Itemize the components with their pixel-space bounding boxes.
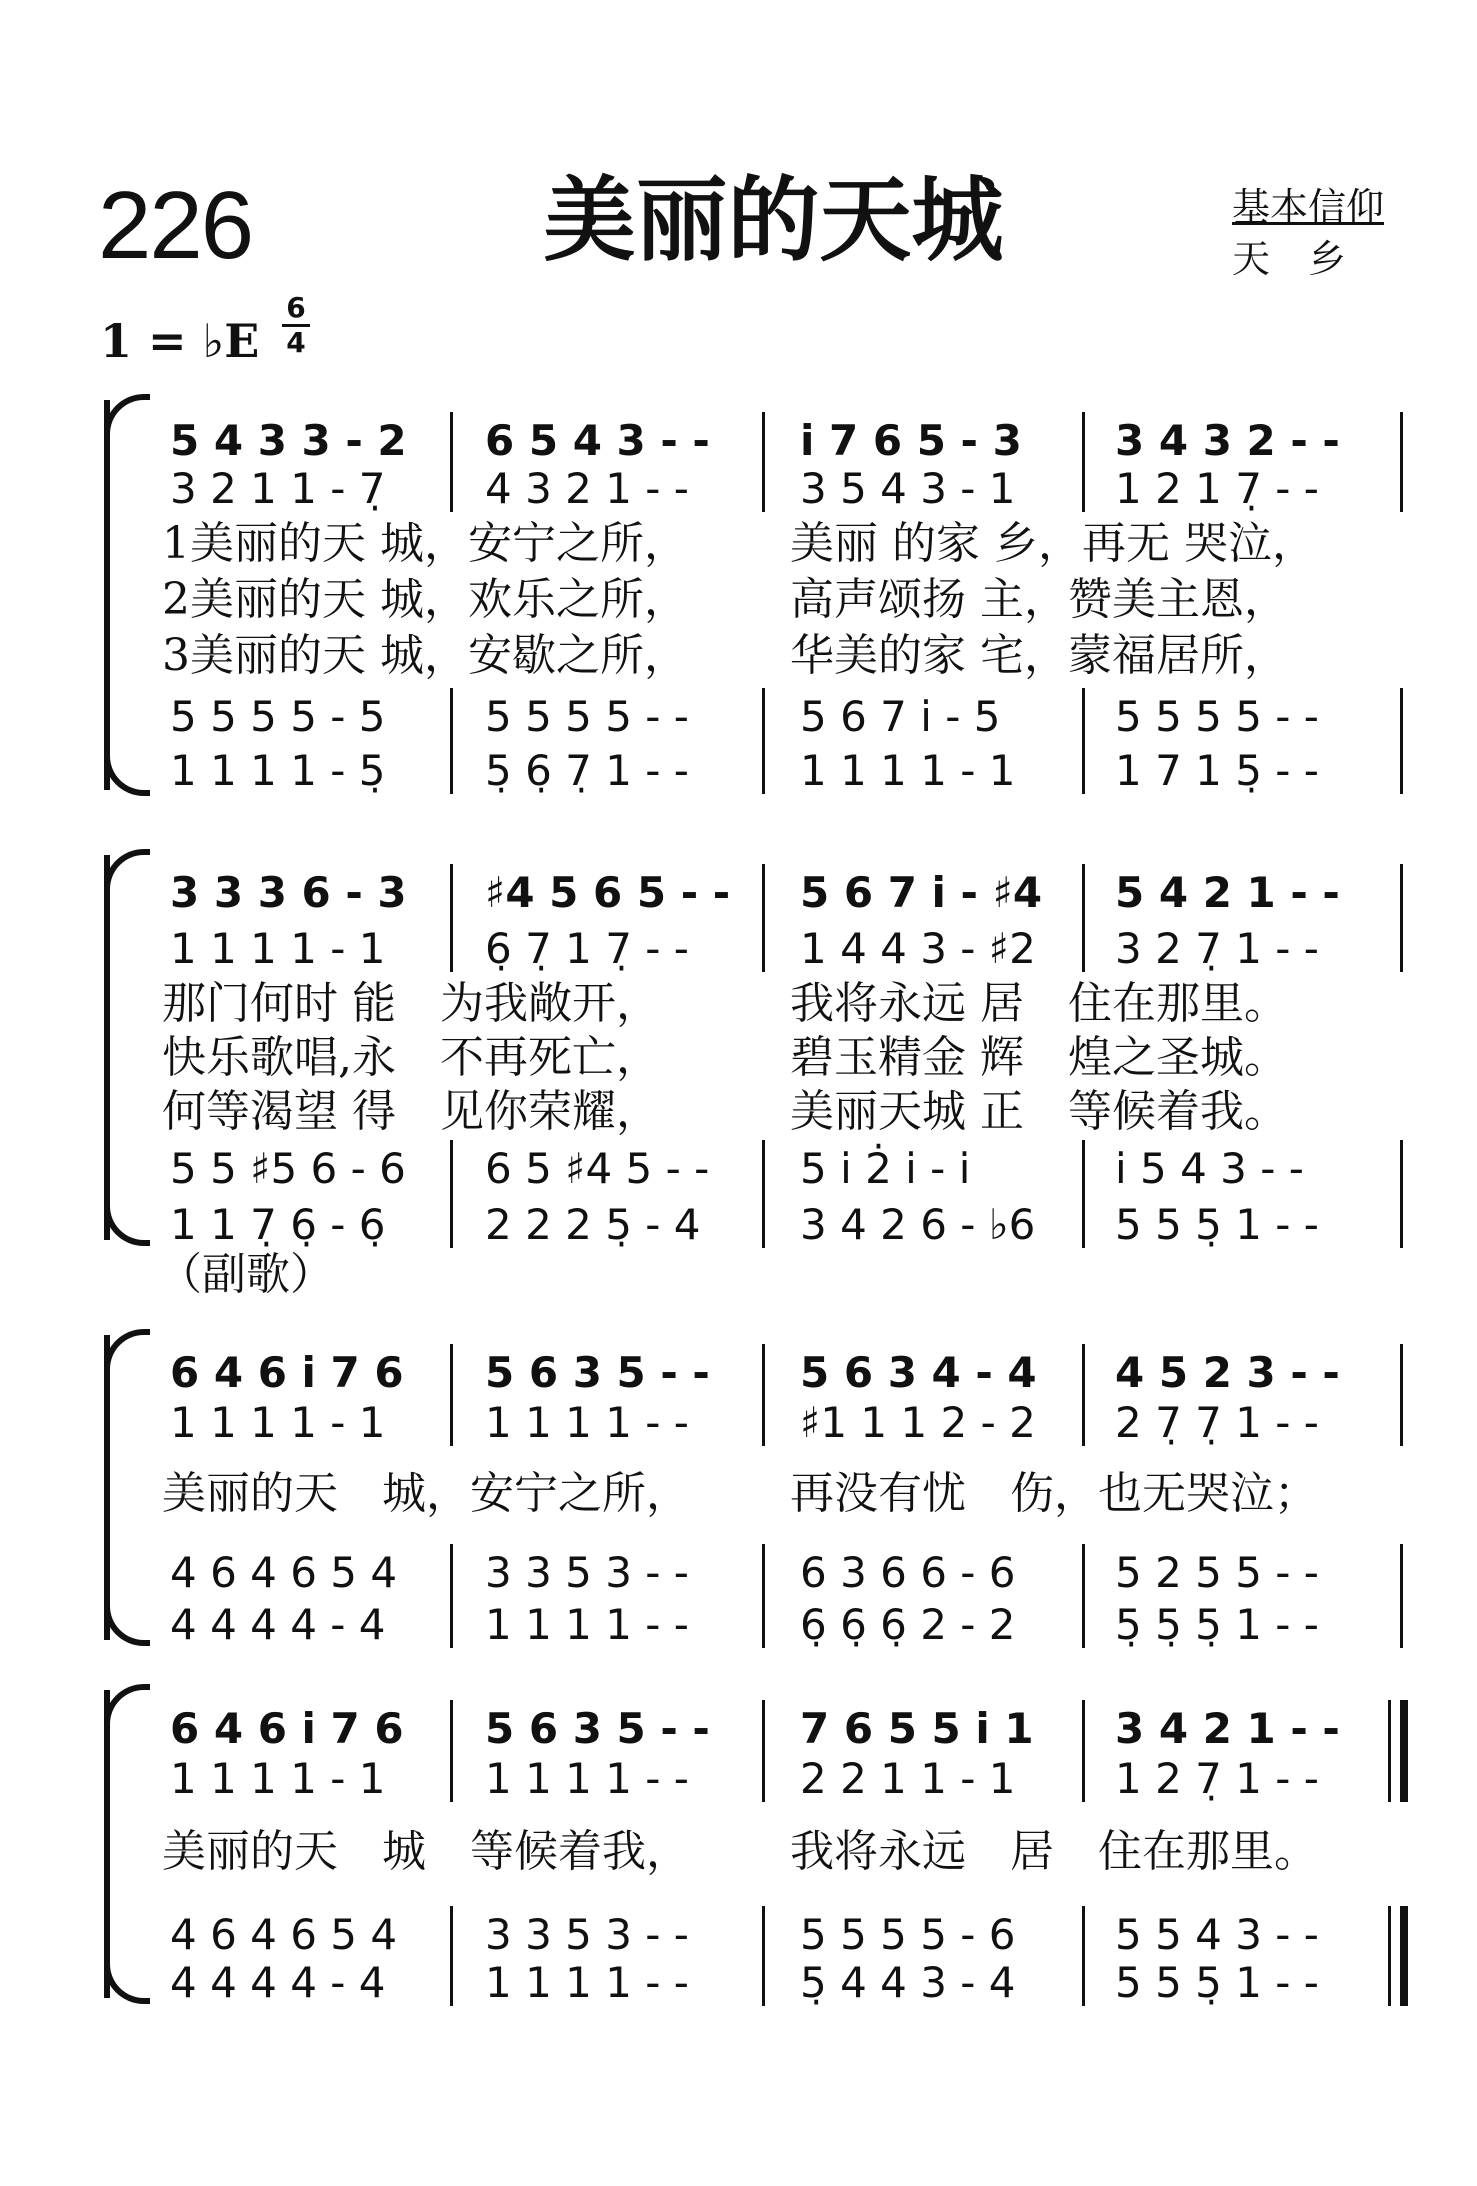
alto-measure: ♯1 1 1 2 - 2	[800, 1398, 1036, 1447]
soprano-measure: 6 5 4 3 - -	[485, 416, 710, 465]
bass-measure: 6̣ 6̣ 6̣ 2 - 2	[800, 1600, 1016, 1649]
bar-line	[450, 1906, 453, 2006]
lyric-line: 再没有忧 伤，也无哭泣；	[790, 1468, 1318, 1519]
bar-line	[450, 1700, 453, 1802]
lyric-line: 3美丽的天 城，安歇之所，	[162, 630, 688, 681]
brace-bar	[104, 400, 110, 790]
tenor-measure: 5 6 7 i̇ - 5	[800, 692, 1001, 741]
alto-measure: 1 4 4 3 - ♯2	[800, 924, 1036, 973]
bar-line	[1082, 412, 1085, 512]
tenor-measure: 5 5 ♯5 6 - 6	[170, 1144, 406, 1193]
lyric-line: 碧玉精金 辉 煌之圣城。	[790, 1032, 1288, 1083]
lyric-line: 我将永远 居 住在那里。	[790, 1826, 1318, 1877]
brace-curl-top	[104, 394, 150, 440]
bar-line	[1400, 1700, 1408, 1802]
soprano-measure: 5 6 3 5 - -	[485, 1704, 710, 1753]
soprano-measure: 6 4 6 i̇ 7 6	[170, 1348, 404, 1397]
bar-line	[1388, 1906, 1391, 2006]
tenor-measure: 6 5 ♯4 5 - -	[485, 1144, 710, 1193]
brace-bar	[104, 855, 110, 1240]
bar-line	[1388, 1700, 1391, 1802]
soprano-measure: 4 5 2 3 - -	[1115, 1348, 1340, 1397]
brace-bar	[104, 1335, 110, 1640]
alto-measure: 2 7̣ 7̣ 1 - -	[1115, 1398, 1319, 1447]
tenor-measure: 5 5 5 5 - 6	[800, 1910, 1016, 1959]
bass-measure: 3 4 2 6 - ♭6	[800, 1200, 1036, 1249]
tenor-measure: 3 3 5 3 - -	[485, 1910, 689, 1959]
alto-measure: 1 1 1 1 - 1	[170, 924, 386, 973]
lyric-line: 高声颂扬 主，赞美主恩，	[790, 574, 1288, 625]
soprano-measure: 3 4 3 2 - -	[1115, 416, 1340, 465]
alto-measure: 1 1 1 1 - 1	[170, 1754, 386, 1803]
soprano-measure: 3 4 2 1 - -	[1115, 1704, 1340, 1753]
hymn-title: 美丽的天城	[543, 166, 1004, 274]
lyric-line: 美丽的天 城 等候着我，	[162, 1826, 690, 1877]
bar-line	[1082, 864, 1085, 972]
alto-measure: 3 5 4 3 - 1	[800, 464, 1016, 513]
key-signature: 1 = ♭E	[100, 314, 260, 368]
alto-measure: 4 3 2 1 - -	[485, 464, 689, 513]
bar-line	[1400, 1906, 1408, 2006]
bar-line	[762, 412, 765, 512]
soprano-measure: 5 6 7 i̇ - ♯4	[800, 868, 1043, 917]
bass-measure: 5 5 5̣ 1 - -	[1115, 1200, 1319, 1249]
bass-measure: 5 5 5̣ 1 - -	[1115, 1958, 1319, 2007]
lyric-line: 美丽天城 正 等候着我。	[790, 1086, 1288, 1137]
lyric-line: 何等渴望 得 见你荣耀，	[162, 1086, 660, 1137]
tenor-measure: 3 3 5 3 - -	[485, 1548, 689, 1597]
alto-measure: 1 1 1 1 - -	[485, 1398, 689, 1447]
bar-line	[1082, 688, 1085, 794]
tenor-measure: 5 5 4 3 - -	[1115, 1910, 1319, 1959]
lyric-line: 美丽的天 城，安宁之所，	[162, 1468, 690, 1519]
soprano-measure: 5 4 2 1 - -	[1115, 868, 1340, 917]
soprano-measure: 5 4 3 3 - 2	[170, 416, 407, 465]
bass-measure: 5̣ 6̣ 7̣ 1 - -	[485, 746, 689, 795]
bar-line	[450, 412, 453, 512]
bar-line	[762, 1344, 765, 1446]
brace-curl-bottom	[104, 1200, 150, 1246]
bass-measure: 5̣ 5̣ 5̣ 1 - -	[1115, 1600, 1319, 1649]
tenor-measure: 5 i̇ 2̇ i̇ - i̇	[800, 1144, 971, 1193]
bass-measure: 4 4 4 4 - 4	[170, 1958, 386, 2007]
bass-measure: 1 7 1 5̣ - -	[1115, 746, 1319, 795]
bar-line	[1082, 1344, 1085, 1446]
bar-line	[762, 1544, 765, 1648]
tenor-measure: 5 5 5 5 - 5	[170, 692, 386, 741]
bar-line	[1082, 1906, 1085, 2006]
bar-line	[762, 688, 765, 794]
bar-line	[1400, 1140, 1403, 1248]
lyric-line: 美丽 的家 乡，再无 哭泣，	[790, 518, 1316, 569]
time-signature-bottom: 4	[286, 326, 306, 359]
alto-measure: 3 2 1 1 - 7̣	[170, 464, 386, 513]
bar-line	[1400, 1544, 1403, 1648]
bar-line	[1082, 1544, 1085, 1648]
tenor-measure: 4 6 4 6 5 4	[170, 1910, 398, 1959]
bass-measure: 2 2 2 5̣ - 4	[485, 1200, 701, 1249]
soprano-measure: 3 3 3 6 - 3	[170, 868, 407, 917]
time-signature-top: 6	[286, 291, 306, 324]
alto-measure: 1 1 1 1 - 1	[170, 1398, 386, 1447]
bar-line	[1400, 688, 1403, 794]
bass-measure: 1 1 1 1 - 5̣	[170, 746, 386, 795]
tenor-measure: 5 2 5 5 - -	[1115, 1548, 1319, 1597]
lyric-line: 华美的家 宅，蒙福居所，	[790, 630, 1288, 681]
category-label: 基本信仰	[1232, 185, 1385, 229]
alto-measure: 1 2 1 7̣ - -	[1115, 464, 1319, 513]
brace-curl-top	[104, 1684, 150, 1730]
time-signature	[282, 291, 310, 359]
alto-measure: 3 2 7̣ 1 - -	[1115, 924, 1319, 973]
bar-line	[762, 1700, 765, 1802]
bar-line	[450, 1140, 453, 1248]
lyric-line: 我将永远 居 住在那里。	[790, 978, 1288, 1029]
bass-measure: 1 1 1 1 - -	[485, 1600, 689, 1649]
alto-measure: 1 1 1 1 - -	[485, 1754, 689, 1803]
bar-line	[762, 1140, 765, 1248]
brace-curl-bottom	[104, 750, 150, 796]
bar-line	[450, 1344, 453, 1446]
alto-measure: 6̣ 7̣ 1 7̣ - -	[485, 924, 689, 973]
soprano-measure: 5 6 3 4 - 4	[800, 1348, 1037, 1397]
alto-measure: 1 2 7̣ 1 - -	[1115, 1754, 1319, 1803]
brace-curl-bottom	[104, 1958, 150, 2004]
brace-curl-bottom	[104, 1600, 150, 1646]
bar-line	[1400, 864, 1403, 972]
soprano-measure: 5 6 3 5 - -	[485, 1348, 710, 1397]
bar-line	[1082, 1700, 1085, 1802]
tenor-measure: 6 3 6 6 - 6	[800, 1548, 1016, 1597]
soprano-measure: ♯4 5 6 5 - -	[485, 868, 731, 917]
system-brace	[88, 855, 132, 1240]
bass-measure: 1 1 1 1 - 1	[800, 746, 1016, 795]
tenor-measure: 5 5 5 5 - -	[485, 692, 689, 741]
lyric-line: 1美丽的天 城，安宁之所，	[162, 518, 688, 569]
system-brace	[88, 1335, 132, 1640]
system-brace	[88, 1690, 132, 1998]
soprano-measure: 7 6 5 5 i̇ 1	[800, 1704, 1034, 1753]
brace-curl-top	[104, 849, 150, 895]
soprano-measure: 6 4 6 i̇ 7 6	[170, 1704, 404, 1753]
bar-line	[450, 864, 453, 972]
tenor-measure: i̇ 5 4 3 - -	[1115, 1144, 1304, 1193]
bar-line	[450, 1544, 453, 1648]
bar-line	[450, 688, 453, 794]
soprano-measure: i̇ 7 6 5 - 3	[800, 416, 1022, 465]
chorus-label: （副歌）	[158, 1249, 334, 1300]
bass-measure: 4 4 4 4 - 4	[170, 1600, 386, 1649]
lyric-line: 快乐歌唱,永 不再死亡，	[162, 1032, 660, 1083]
tenor-measure: 5 5 5 5 - -	[1115, 692, 1319, 741]
lyric-line: 2美丽的天 城，欢乐之所，	[162, 574, 688, 625]
bar-line	[762, 864, 765, 972]
bar-line	[1082, 1140, 1085, 1248]
author-label: 天 乡	[1232, 237, 1347, 281]
brace-curl-top	[104, 1329, 150, 1375]
system-brace	[88, 400, 132, 790]
alto-measure: 2 2 1 1 - 1	[800, 1754, 1016, 1803]
brace-bar	[104, 1690, 110, 1998]
tenor-measure: 4 6 4 6 5 4	[170, 1548, 398, 1597]
lyric-line: 那门何时 能 为我敞开，	[162, 978, 660, 1029]
bass-measure: 1 1 7̣ 6̣ - 6̣	[170, 1200, 386, 1249]
hymn-number: 226	[98, 172, 253, 279]
bass-measure: 5̣ 4 4 3 - 4	[800, 1958, 1016, 2007]
bar-line	[1400, 412, 1403, 512]
bar-line	[1400, 1344, 1403, 1446]
bass-measure: 1 1 1 1 - -	[485, 1958, 689, 2007]
bar-line	[762, 1906, 765, 2006]
